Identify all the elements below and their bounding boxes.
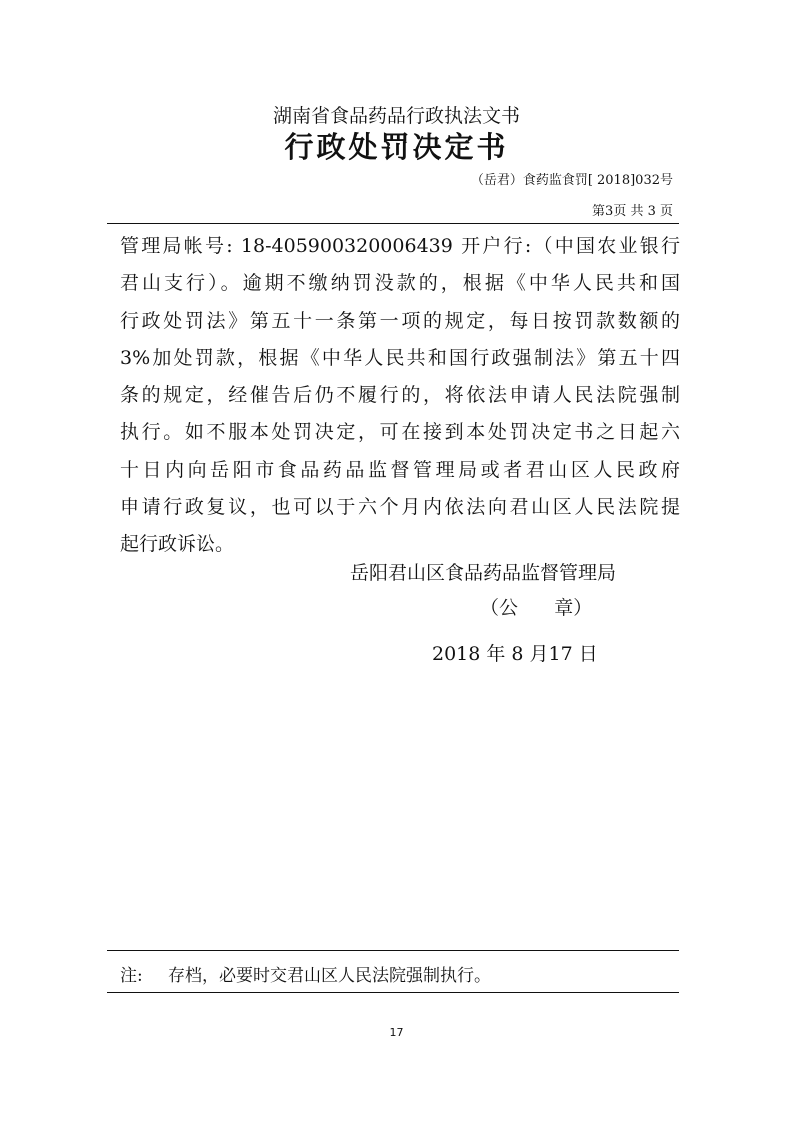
official-seal-placeholder: （公 章）: [480, 597, 593, 619]
page-info: 第3页 共 3 页: [592, 204, 673, 219]
header-divider: [107, 223, 679, 224]
body-text: [120, 228, 680, 564]
document-number: （岳君）食药监食罚[ 2018]032号: [470, 173, 673, 188]
body-line: 执行。如不服本处罚决定，可在接到本处罚决定书之日起六: [120, 421, 680, 444]
note-label: 注:: [120, 966, 143, 986]
document-series-title: 湖南省食品药品行政执法文书: [272, 105, 520, 127]
body-line: 3%加处罚款，根据《中华人民共和国行政强制法》第五十四: [120, 346, 680, 369]
note-text: 存档，必要时交君山区人民法院强制执行。: [168, 966, 491, 986]
note-top-divider: [107, 950, 679, 951]
body-line: 行政处罚法》第五十一条第一项的规定，每日按罚款数额的: [120, 309, 680, 332]
body-line: 条的规定，经催告后仍不履行的，将依法申请人民法院强制: [120, 384, 680, 407]
body-line: 君山支行）。逾期不缴纳罚没款的，根据《中华人民共和国: [120, 272, 680, 295]
document-title: 行政处罚决定书: [284, 130, 509, 164]
note: [120, 963, 491, 989]
body-line: 十日内向岳阳市食品药品监督管理局或者君山区人民政府: [120, 458, 680, 481]
body-line: 起行政诉讼。: [120, 533, 235, 556]
issuing-agency: 岳阳君山区食品药品监督管理局: [350, 562, 617, 584]
body-line: 申请行政复议，也可以于六个月内依法向君山区人民法院提: [120, 496, 680, 519]
issue-date: 2018 年 8 月17 日: [432, 643, 598, 665]
note-bottom-divider: [107, 992, 679, 993]
page-number: 17: [389, 1026, 404, 1039]
body-line: 管理局帐号: 18-405900320006439 开户行:（中国农业银行: [120, 235, 680, 257]
